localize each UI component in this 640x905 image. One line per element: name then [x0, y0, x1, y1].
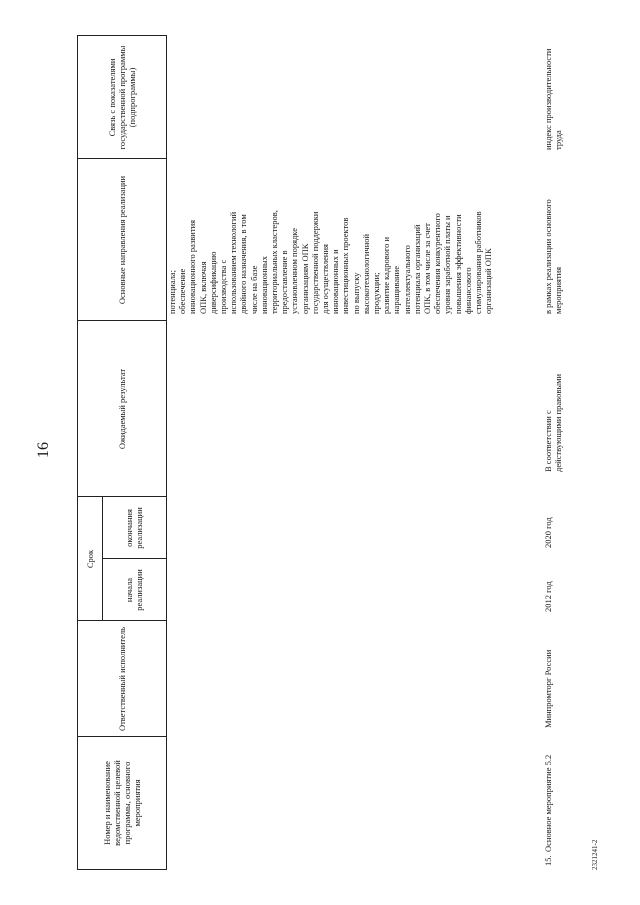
direction-line: повышения эффективности — [452, 214, 463, 314]
direction-line: организаций ОПК — [483, 248, 494, 314]
header-name: Номер и наименование ведомственной целевой программы, основного мероприятия — [102, 760, 142, 846]
direction-line: установленном порядке — [289, 228, 300, 314]
header-start: начала реализации — [124, 569, 144, 611]
direction-line: продукции; — [371, 272, 382, 314]
direction-line: инновационных — [258, 256, 269, 314]
direction-line: по выпуску — [350, 272, 361, 314]
direction-line: наращивание — [391, 266, 402, 314]
direction-line: инвестиционных проектов — [340, 217, 351, 314]
direction-line: производства с — [218, 259, 229, 314]
row-end-year: 2020 год — [543, 517, 553, 548]
direction-line: стимулирования работников — [473, 211, 484, 314]
direction-line: уровня заработной платы и — [442, 215, 453, 314]
direction-line: предоставление в — [279, 250, 290, 314]
direction-line: инновационных и — [330, 249, 341, 314]
direction-line: ОПК, включая — [197, 261, 208, 314]
page-number: 16 — [35, 442, 52, 458]
header-link: Связь с показателями государственной программы (подпрограммы) — [107, 45, 137, 150]
direction-line: финансового — [462, 267, 473, 314]
direction-line: инновационного развития — [187, 219, 198, 314]
row-executor: Минпромторг России — [543, 649, 553, 728]
direction-line: обеспечения конкурентного — [432, 213, 443, 314]
header-end: окончания реализации — [124, 507, 144, 549]
direction-line: обеспечение — [177, 268, 188, 314]
header-term: Срок — [85, 549, 95, 569]
direction-line: потенциала организаций — [411, 224, 422, 314]
direction-line: потенциала; — [167, 269, 177, 314]
header-result: Ожидаемый результат — [117, 368, 127, 450]
row-result: В соответствии с действующими правовыми — [543, 373, 563, 472]
direction-line: числе на базе — [248, 265, 259, 314]
direction-line: развитие кадрового и — [381, 236, 392, 314]
row-start-year: 2012 год — [543, 581, 553, 612]
table-header — [77, 35, 167, 870]
direction-line: территориальных кластеров, — [269, 210, 280, 314]
direction-line: интеллектуального — [401, 245, 412, 314]
direction-line: для осуществления — [320, 244, 331, 314]
rotated-sheet — [35, 35, 605, 870]
direction-line: двойного назначения, в том — [238, 214, 249, 314]
row-link: индекс производительности труда — [543, 48, 563, 150]
row-directions: в рамках реализации основного мероприятия — [543, 199, 563, 314]
header-directions: Основные направления реализации — [117, 175, 127, 305]
direction-line: государственной поддержки — [309, 211, 320, 314]
direction-line: ОПК, в том числе за счет — [422, 223, 433, 314]
direction-line: высокотехнологичной — [360, 233, 371, 314]
row-number: 15. — [543, 855, 553, 866]
direction-line: организациям ОПК — [299, 243, 310, 314]
continued-directions — [167, 174, 494, 314]
row-name: Основное мероприятие 5.2 — [543, 754, 553, 852]
direction-line: диверсификацию — [207, 251, 218, 314]
direction-line: использованием технологий — [228, 211, 239, 314]
header-executor: Ответственный исполнитель — [117, 626, 127, 732]
document-code: 2321241-2 — [591, 839, 599, 870]
